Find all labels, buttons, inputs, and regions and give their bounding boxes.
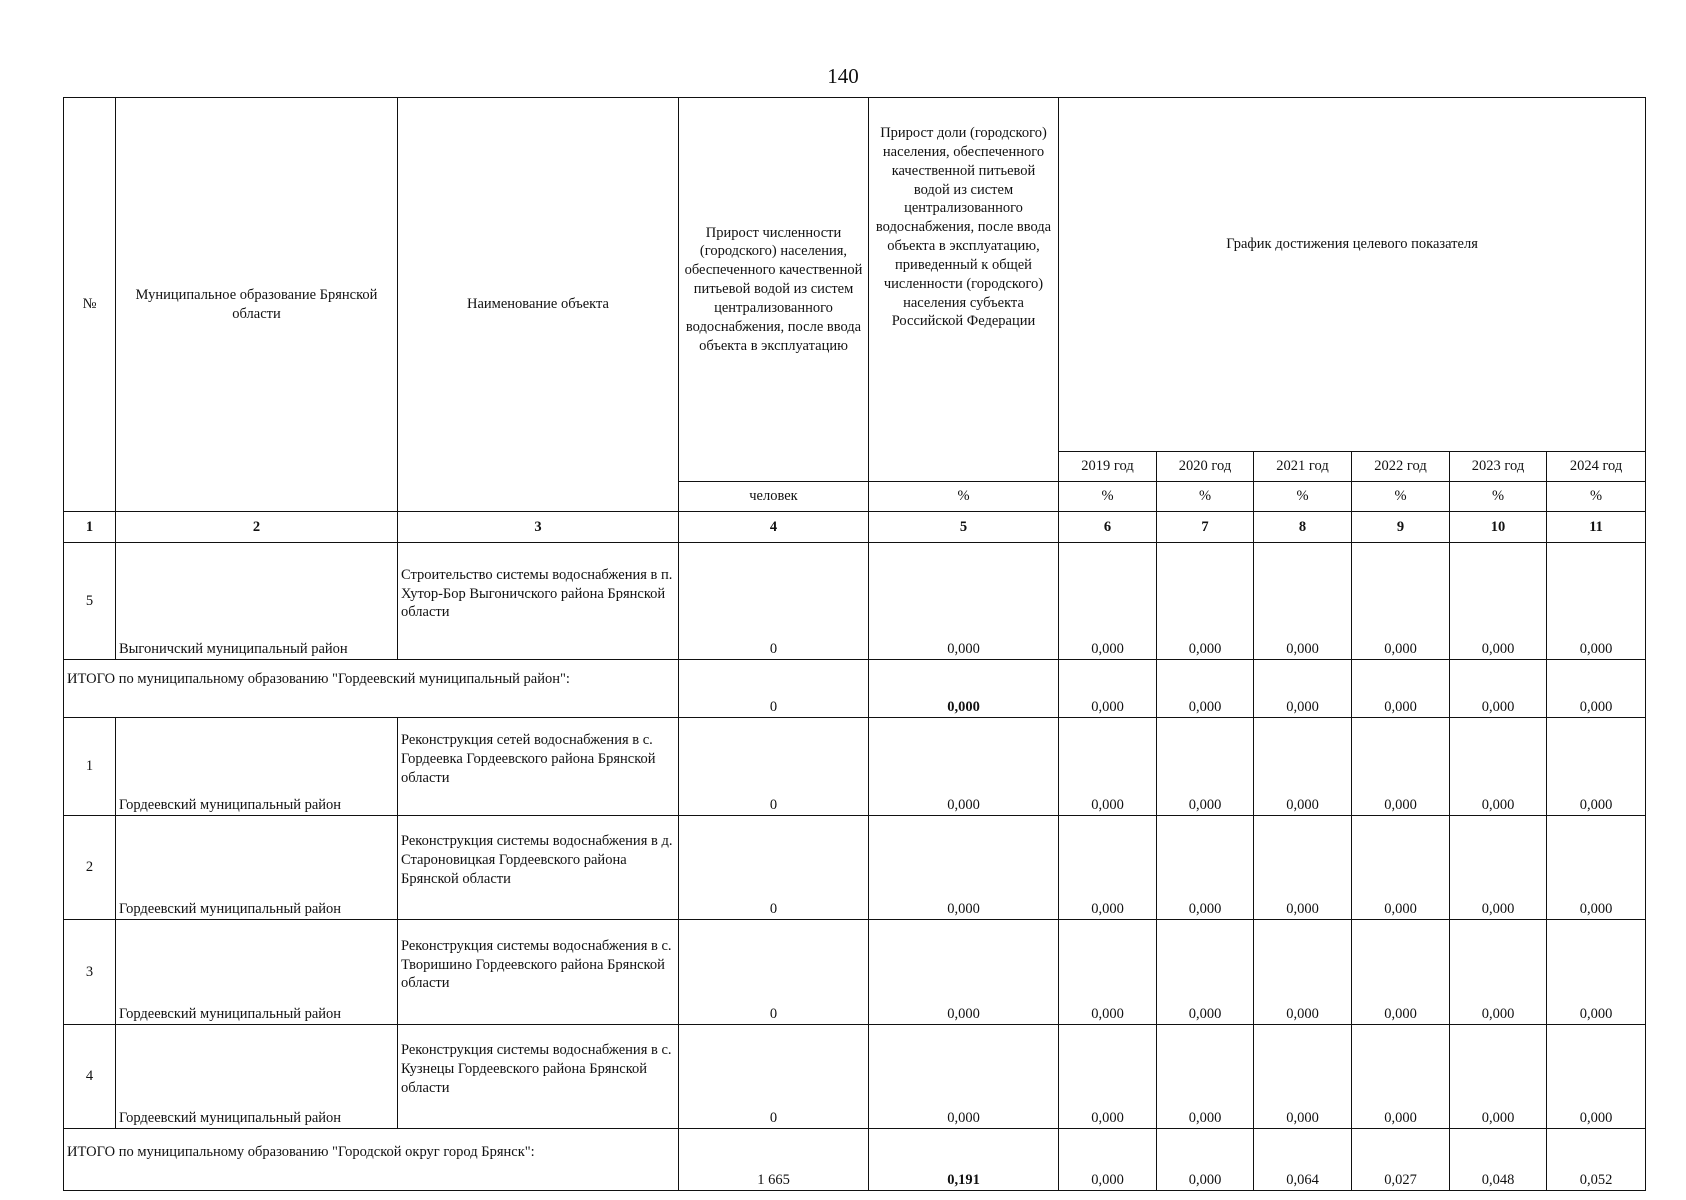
total-year-value: 0,000 <box>1059 660 1157 718</box>
header-year: 2024 год <box>1547 452 1646 482</box>
row-year-value: 0,000 <box>1059 816 1157 920</box>
row-share-growth: 0,000 <box>869 920 1059 1025</box>
table-row <box>64 543 1646 660</box>
row-population-growth: 0 <box>679 816 869 920</box>
total-population-growth: 0 <box>679 660 869 718</box>
row-year-value: 0,000 <box>1059 1025 1157 1129</box>
row-number: 5 <box>64 543 116 660</box>
row-share-growth: 0,000 <box>869 718 1059 816</box>
total-year-value: 0,000 <box>1352 660 1450 718</box>
column-number-row <box>64 512 1646 543</box>
row-year-value: 0,000 <box>1157 543 1254 660</box>
row-number: 4 <box>64 1025 116 1129</box>
row-population-growth: 0 <box>679 718 869 816</box>
unit-percent: % <box>869 482 1059 512</box>
unit-people: человек <box>679 482 869 512</box>
row-year-value: 0,000 <box>1450 543 1547 660</box>
row-object-name: Реконструкция системы водоснабжения в д. Староновицкая Гордеевского района Брянской области <box>398 816 679 920</box>
row-share-growth: 0,000 <box>869 1025 1059 1129</box>
total-year-value: 0,000 <box>1450 660 1547 718</box>
header-year: 2019 год <box>1059 452 1157 482</box>
unit-percent: % <box>1450 482 1547 512</box>
column-number: 5 <box>869 512 1059 543</box>
row-object-name: Реконструкция системы водоснабжения в с. Творишино Гордеевского района Брянской области <box>398 920 679 1025</box>
row-population-growth: 0 <box>679 920 869 1025</box>
header-row-main <box>64 98 1646 452</box>
table-row <box>64 920 1646 1025</box>
row-year-value: 0,000 <box>1450 920 1547 1025</box>
row-year-value: 0,000 <box>1352 920 1450 1025</box>
row-year-value: 0,000 <box>1547 816 1646 920</box>
unit-percent: % <box>1547 482 1646 512</box>
row-year-value: 0,000 <box>1547 543 1646 660</box>
total-label: ИТОГО по муниципальному образованию "Гордеевский муниципальный район": <box>64 660 679 718</box>
total-year-value: 0,064 <box>1254 1129 1352 1191</box>
row-year-value: 0,000 <box>1059 543 1157 660</box>
row-year-value: 0,000 <box>1254 718 1352 816</box>
unit-percent: % <box>1157 482 1254 512</box>
total-year-value: 0,000 <box>1157 1129 1254 1191</box>
header-object: Наименование объекта <box>398 98 679 512</box>
header-year: 2020 год <box>1157 452 1254 482</box>
row-year-value: 0,000 <box>1157 920 1254 1025</box>
page-number: 140 <box>827 64 859 88</box>
row-year-value: 0,000 <box>1352 718 1450 816</box>
table-row <box>64 718 1646 816</box>
column-number: 8 <box>1254 512 1352 543</box>
row-object-name: Реконструкция системы водоснабжения в с. Кузнецы Гордеевского района Брянской области <box>398 1025 679 1129</box>
total-row <box>64 1129 1646 1191</box>
row-number: 2 <box>64 816 116 920</box>
header-schedule: График достижения целевого показателя <box>1059 98 1646 452</box>
total-share-growth: 0,191 <box>869 1129 1059 1191</box>
column-number: 2 <box>116 512 398 543</box>
unit-percent: % <box>1254 482 1352 512</box>
row-year-value: 0,000 <box>1254 543 1352 660</box>
unit-percent: % <box>1352 482 1450 512</box>
total-year-value: 0,000 <box>1059 1129 1157 1191</box>
row-year-value: 0,000 <box>1254 816 1352 920</box>
column-number: 4 <box>679 512 869 543</box>
total-year-value: 0,052 <box>1547 1129 1646 1191</box>
total-row <box>64 660 1646 718</box>
row-year-value: 0,000 <box>1059 718 1157 816</box>
row-year-value: 0,000 <box>1450 718 1547 816</box>
column-number: 3 <box>398 512 679 543</box>
row-year-value: 0,000 <box>1157 1025 1254 1129</box>
unit-percent: % <box>1059 482 1157 512</box>
row-year-value: 0,000 <box>1352 1025 1450 1129</box>
column-number: 11 <box>1547 512 1646 543</box>
row-municipality: Гордеевский муниципальный район <box>116 718 398 816</box>
header-num: № <box>64 98 116 512</box>
header-municipality: Муниципальное образование Брянской области <box>116 98 398 512</box>
header-population-growth: Прирост численности (городского) населения, обеспеченного качественной питьевой водой из систем централизованного водоснабжения, после ввода объекта в эксплуатацию <box>679 98 869 482</box>
row-year-value: 0,000 <box>1450 1025 1547 1129</box>
total-year-value: 0,000 <box>1254 660 1352 718</box>
row-number: 1 <box>64 718 116 816</box>
total-year-value: 0,048 <box>1450 1129 1547 1191</box>
row-year-value: 0,000 <box>1254 920 1352 1025</box>
row-municipality: Гордеевский муниципальный район <box>116 920 398 1025</box>
column-number: 1 <box>64 512 116 543</box>
header-year: 2022 год <box>1352 452 1450 482</box>
row-population-growth: 0 <box>679 543 869 660</box>
table-row <box>64 816 1646 920</box>
row-year-value: 0,000 <box>1450 816 1547 920</box>
row-year-value: 0,000 <box>1547 1025 1646 1129</box>
row-year-value: 0,000 <box>1352 816 1450 920</box>
row-year-value: 0,000 <box>1547 718 1646 816</box>
total-year-value: 0,000 <box>1157 660 1254 718</box>
row-municipality: Гордеевский муниципальный район <box>116 1025 398 1129</box>
row-municipality: Гордеевский муниципальный район <box>116 816 398 920</box>
column-number: 10 <box>1450 512 1547 543</box>
row-year-value: 0,000 <box>1157 816 1254 920</box>
table-row <box>64 1025 1646 1129</box>
header-share-growth: Прирост доли (городского) населения, обеспеченного качественной питьевой водой из систем централизованного водоснабжения, после ввода объекта в эксплуатацию, приведенный к общей численности (городского) населения субъекта Российской Федерации <box>869 98 1059 482</box>
target-indicator-table <box>63 97 1646 1191</box>
total-label: ИТОГО по муниципальному образованию "Городской округ город Брянск": <box>64 1129 679 1191</box>
row-year-value: 0,000 <box>1547 920 1646 1025</box>
row-share-growth: 0,000 <box>869 816 1059 920</box>
total-share-growth: 0,000 <box>869 660 1059 718</box>
total-population-growth: 1 665 <box>679 1129 869 1191</box>
row-year-value: 0,000 <box>1254 1025 1352 1129</box>
row-population-growth: 0 <box>679 1025 869 1129</box>
row-municipality: Выгоничский муниципальный район <box>116 543 398 660</box>
row-year-value: 0,000 <box>1352 543 1450 660</box>
row-year-value: 0,000 <box>1059 920 1157 1025</box>
row-object-name: Реконструкция сетей водоснабжения в с. Гордеевка Гордеевского района Брянской области <box>398 718 679 816</box>
total-year-value: 0,027 <box>1352 1129 1450 1191</box>
column-number: 6 <box>1059 512 1157 543</box>
row-number: 3 <box>64 920 116 1025</box>
row-year-value: 0,000 <box>1157 718 1254 816</box>
row-share-growth: 0,000 <box>869 543 1059 660</box>
total-year-value: 0,000 <box>1547 660 1646 718</box>
header-year: 2021 год <box>1254 452 1352 482</box>
table-body <box>64 98 1646 1191</box>
column-number: 9 <box>1352 512 1450 543</box>
column-number: 7 <box>1157 512 1254 543</box>
row-object-name: Строительство системы водоснабжения в п. Хутор-Бор Выгоничского района Брянской области <box>398 543 679 660</box>
header-year: 2023 год <box>1450 452 1547 482</box>
